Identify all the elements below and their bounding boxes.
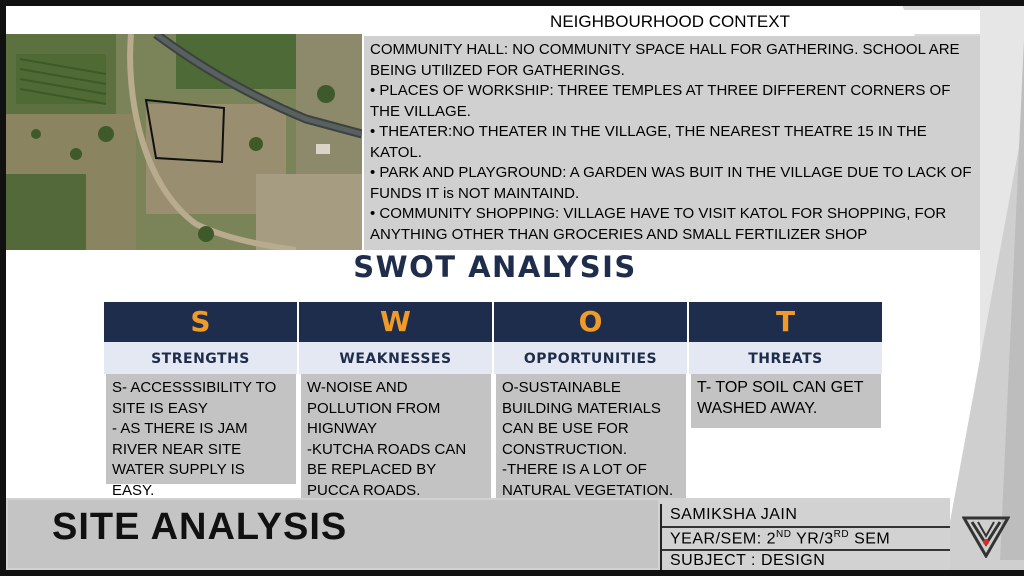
- satellite-map-image: [6, 34, 362, 250]
- student-name: SAMIKSHA JAIN: [670, 506, 798, 523]
- strengths-text: S- ACCESSSIBILITY TO SITE IS EASY - AS THERE IS JAM RIVER NEAR SITE WATER SUPPLY IS EASY.: [106, 374, 296, 484]
- swot-label-strengths: STRENGTHS: [104, 342, 297, 374]
- decorative-triangle: [1000, 40, 1024, 560]
- context-paragraph: • PLACES OF WORKSHIP: THREE TEMPLES AT THREE DIFFERENT CORNERS OF THE VILLAGE.: [370, 82, 951, 120]
- bottom-border: [0, 570, 1024, 576]
- context-paragraph: • PARK AND PLAYGROUND: A GARDEN WAS BUIT IN THE VILLAGE DUE TO LACK OF FUNDS IT is NOT MAINTAIND.: [370, 164, 972, 202]
- section-title: SITE ANALYSIS: [52, 506, 348, 548]
- student-info-box: [660, 504, 950, 570]
- divider: [662, 549, 950, 551]
- top-border: [0, 0, 1024, 6]
- swot-letter-t: T: [689, 302, 882, 342]
- year-semester: YEAR/SEM: 2ND YR/3RD SEM: [670, 529, 891, 548]
- swot-label-weaknesses: WEAKNESSES: [299, 342, 492, 374]
- swot-label-threats: THREATS: [689, 342, 882, 374]
- subject: SUBJECT : DESIGN: [670, 552, 826, 569]
- swot-title: SWOT ANALYSIS: [353, 250, 637, 284]
- threats-text: T- TOP SOIL CAN GET WASHED AWAY.: [691, 374, 881, 428]
- context-paragraph: COMMUNITY HALL: NO COMMUNITY SPACE HALL FOR GATHERING. SCHOOL ARE BEING UTIlIZED FOR GATHERINGS.: [370, 41, 960, 79]
- triangle-emblem-icon: [962, 514, 1010, 558]
- swot-letter-o: O: [494, 302, 687, 342]
- swot-letter-w: W: [299, 302, 492, 342]
- swot-label-opportunities: OPPORTUNITIES: [494, 342, 687, 374]
- swot-letter-s: S: [104, 302, 297, 342]
- weaknesses-text: W-NOISE AND POLLUTION FROM HIGNWAY -KUTCHA ROADS CAN BE REPLACED BY PUCCA ROADS.: [301, 374, 491, 504]
- divider: [662, 526, 950, 528]
- context-paragraph: • THEATER:NO THEATER IN THE VILLAGE, THE NEAREST THEATRE 15 IN THE KATOL.: [370, 123, 927, 161]
- opportunities-text: O-SUSTAINABLE BUILDING MATERIALS CAN BE USE FOR CONSTRUCTION. -THERE IS A LOT OF NATURAL VEGETATION.: [496, 374, 686, 504]
- context-paragraph: • COMMUNITY SHOPPING: VILLAGE HAVE TO VISIT KATOL FOR SHOPPING, FOR ANYTHING OTHER THAN GROCERIES AND SMALL FERTILIZER SHOP: [370, 205, 947, 243]
- neighbourhood-context-panel: [364, 36, 980, 250]
- page-title: NEIGHBOURHOOD CONTEXT: [360, 10, 980, 34]
